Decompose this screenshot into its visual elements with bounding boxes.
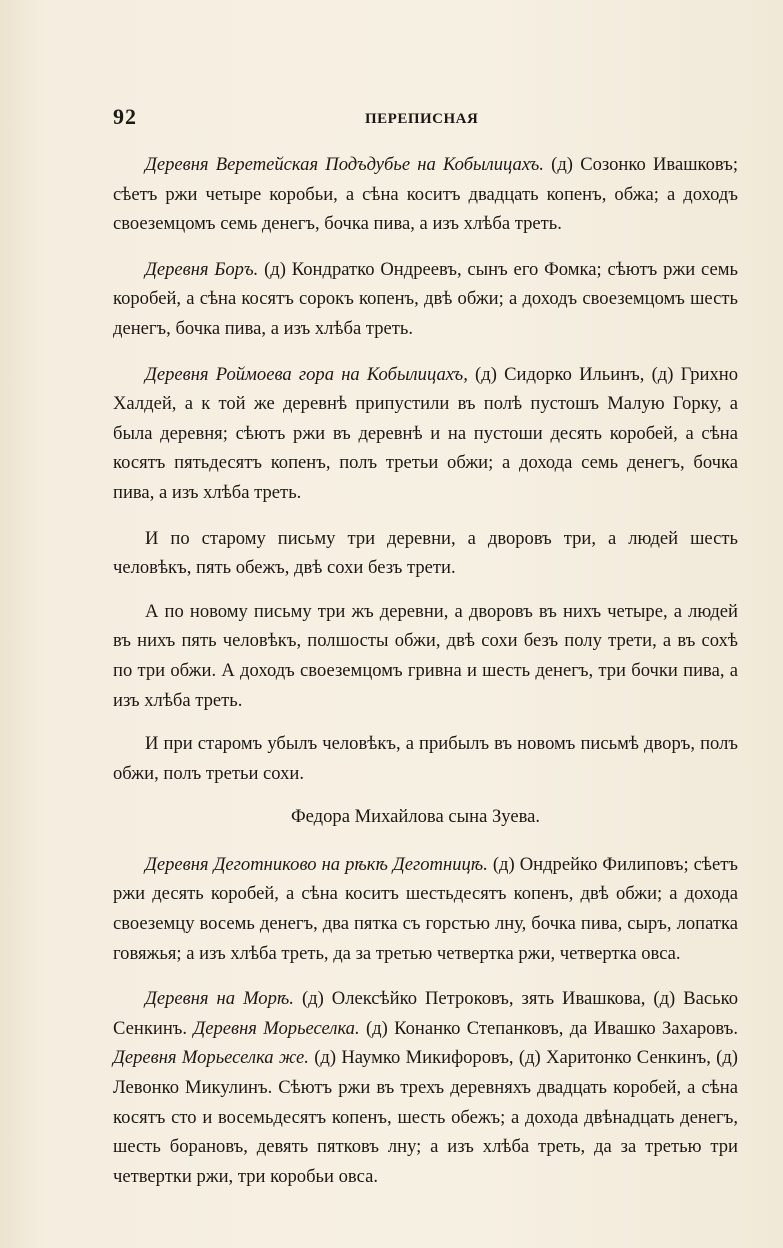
entry-text: (д) Созонко Ивашковъ; сѣетъ ржи четыре коробьи, а сѣна коситъ двадцать копенъ, обжа; а доходъ своеземцомъ семь денегъ, бочка пива, а изъ хлѣба треть. [113,154,738,235]
entry-paragraph [113,984,738,1191]
entry-text: (д) Сидорко Ильинъ, (д) Грихно Халдей, а к той же деревнѣ припустили въ полѣ пустошъ Малую Горку, а была деревня; сѣютъ ржи въ деревнѣ и на пустоши десять коробей, а сѣна косятъ пятьдесятъ копенъ, полъ третьи обжи; а дохода семь денегъ, бочка пива, а изъ хлѣба треть. [113,363,739,503]
entry-paragraph [113,255,738,344]
summary-text: И при старомъ убылъ человѣкъ, а прибылъ въ новомъ письмѣ дворъ, полъ обжи, полъ третьи сохи. [113,733,738,784]
place-name: Деревня Роймоева гора на Кобылицахъ, [145,363,468,385]
summary-paragraph [113,729,738,788]
owner-heading: Федора Михайлова сына Зуева. [290,806,541,828]
place-name: Деревня Морьеселка же. [113,1047,309,1069]
entry-paragraph [113,150,738,239]
entry-text: (д) Конанко Степанковъ, да Ивашко Захаровъ. [359,1017,738,1039]
running-head: ПЕРЕПИСНАЯ [365,111,479,127]
entry-text: (д) Наумко Микифоровъ, (д) Харитонко Сенкинъ, (д) Левонко Микулинъ. Сѣютъ ржи въ трехъ деревняхъ двадцать коробей, а сѣна косятъ сто и восемьдесятъ копенъ, шесть обежъ; а дохода двѣнадцать денегъ, шесть борановъ, девять пятковъ лну; а изъ хлѣба треть, да за третью три четвертки ржи, три коробьи овса. [113,1047,738,1187]
entry-text: (д) Олексѣйко Петроковъ, зять Ивашкова, (д) Васько Сенкинъ. [113,988,738,1039]
summary-paragraph [113,597,738,715]
page-number: 92 [113,104,137,129]
entry-paragraph [113,850,738,968]
summary-text: А по новому письму три жъ деревни, а дворовъ въ нихъ четыре, а людей въ нихъ пять человѣкъ, полшосты обжи, двѣ сохи безъ полу трети, а въ сохѣ по три обжи. А доходъ своеземцомъ гривна и шесть денегъ, три бочки пива, а изъ хлѣба треть. [113,600,738,711]
summary-paragraph [113,524,738,583]
summary-text: И по старому письму три деревни, а дворовъ три, а людей шесть человѣкъ, пять обежъ, двѣ сохи безъ трети. [113,527,738,579]
place-name: Деревня Деготниково на рѣкѣ Деготницѣ. [145,853,488,875]
entry-text: (д) Ондрейко Филиповъ; сѣетъ ржи десять коробей, а сѣна коситъ шестьдесятъ копенъ, двѣ обжи; а дохода своеземцу восемь денегъ, два пятка съ горстью лну, бочка пива, сыръ, лопатка говяжья; а изъ хлѣба треть, да за третью четвертка ржи, четвертка овса. [113,853,738,964]
place-name: Деревня Морьеселка. [193,1017,360,1039]
place-name: Деревня Веретейская Подъдубье на Кобылицахъ. [145,154,544,175]
place-name: Деревня Боръ. [145,258,259,280]
page-header [113,104,735,132]
entry-text: (д) Кондратко Ондреевъ, сынъ его Фомка; сѣютъ ржи семь коробей, а сѣна косятъ сорокъ копенъ, двѣ обжи; а доходъ своеземцомъ шесть денегъ, бочка пива, а изъ хлѣба треть. [113,258,738,339]
entry-paragraph [113,360,738,508]
place-name: Деревня на Морѣ. [145,988,294,1010]
page-body [113,150,738,1207]
